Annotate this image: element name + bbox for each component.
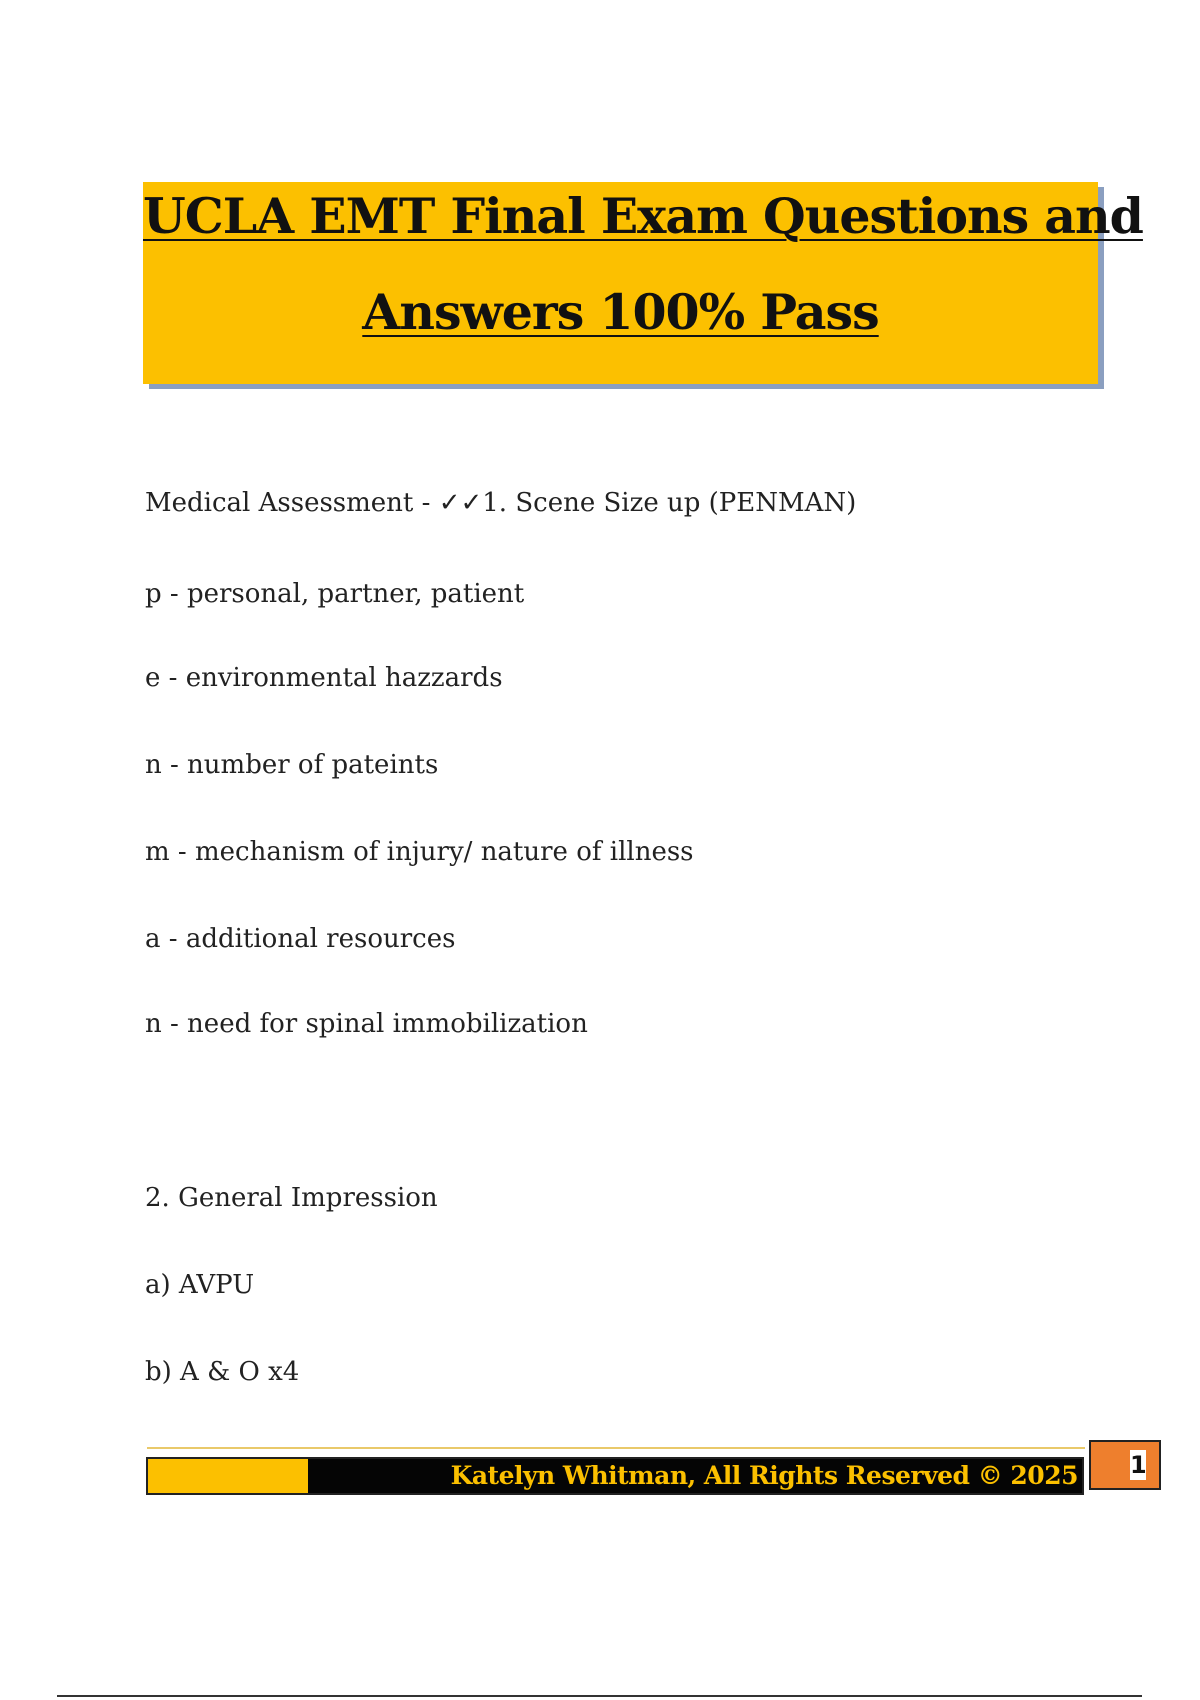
title-banner: [143, 182, 1143, 384]
penman-item-n: n - number of pateints: [145, 750, 439, 780]
document-title-line-2: Answers 100% Pass: [362, 283, 879, 341]
page-number: 1: [1130, 1451, 1147, 1479]
penman-item-e: e - environmental hazzards: [145, 663, 503, 693]
page-bottom-rule: [57, 1695, 1142, 1697]
medical-assessment-heading: Medical Assessment - ✓✓1. Scene Size up (PENMAN): [145, 488, 857, 518]
penman-item-m: m - mechanism of injury/ nature of illness: [145, 837, 694, 867]
general-impression-item-a: a) AVPU: [145, 1270, 255, 1300]
general-impression-heading: 2. General Impression: [145, 1183, 438, 1213]
page-number-badge: [1089, 1440, 1161, 1490]
footer-rule: [147, 1447, 1085, 1449]
penman-item-n2: n - need for spinal immobilization: [145, 1009, 588, 1039]
document-title-line-1: UCLA EMT Final Exam Questions and: [143, 187, 1143, 245]
footer-bar: [146, 1457, 1084, 1495]
penman-item-a: a - additional resources: [145, 924, 456, 954]
footer-copyright: Katelyn Whitman, All Rights Reserved © 2025: [450, 1461, 1078, 1490]
general-impression-item-b: b) A & O x4: [145, 1357, 300, 1387]
footer-dark-band: [308, 1459, 1082, 1493]
penman-item-p: p - personal, partner, patient: [145, 579, 525, 609]
